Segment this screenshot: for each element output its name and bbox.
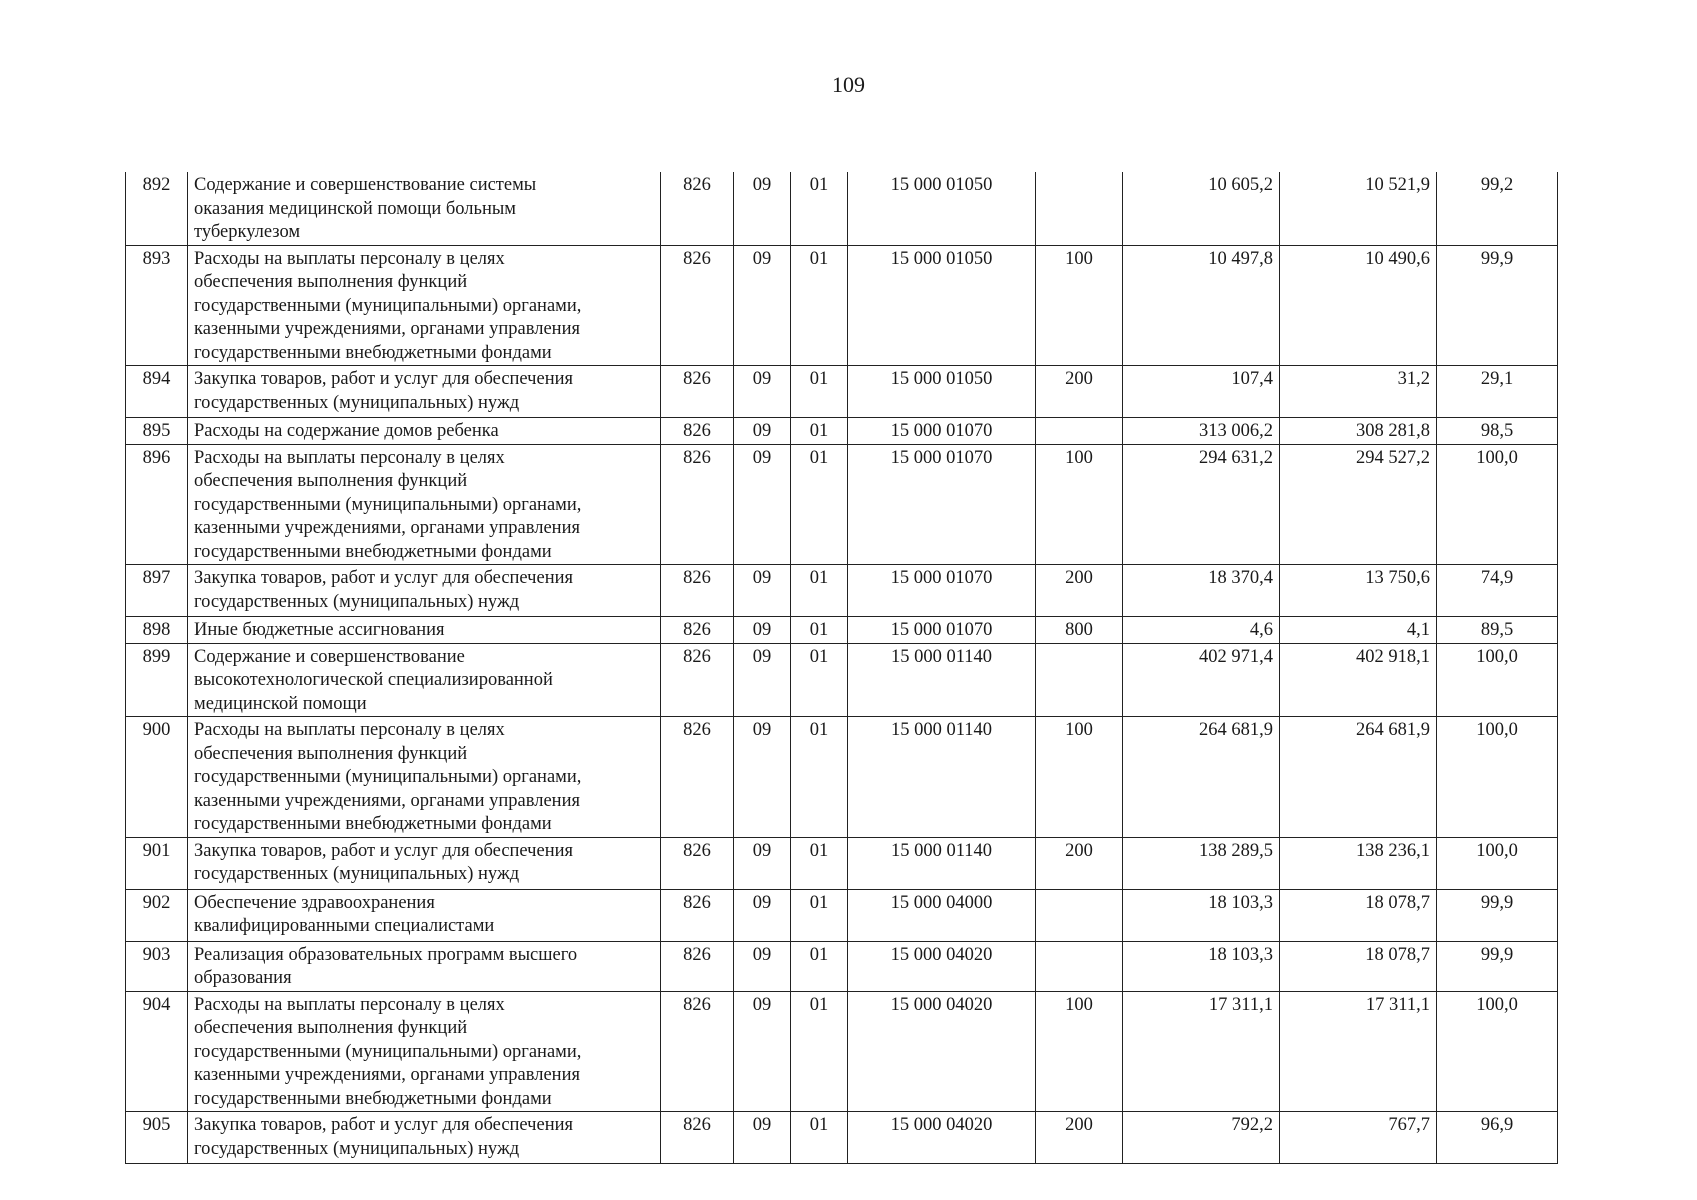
row-number-cell: 896 <box>126 444 188 565</box>
item-name-line: квалифицированными специалистами <box>194 916 495 936</box>
item-name-line: государственными внебюджетными фондами <box>194 342 552 363</box>
actual-amount-cell: 308 281,8 <box>1280 418 1437 445</box>
section-code-cell: 09 <box>734 565 791 617</box>
subsection-code-cell: 01 <box>791 617 848 644</box>
plan-amount-cell: 10 605,2 <box>1123 172 1280 245</box>
subsection-code-cell: 01 <box>791 1112 848 1164</box>
item-name-cell <box>188 643 661 717</box>
item-name-line: государственных (муниципальных) нужд <box>194 1138 520 1159</box>
row-number-cell: 905 <box>126 1112 188 1164</box>
actual-amount-cell: 10 521,9 <box>1280 172 1437 245</box>
item-name-cell <box>188 837 661 889</box>
item-name-line: казенными учреждениями, органами управления <box>194 790 580 811</box>
percent-cell: 100,0 <box>1437 837 1558 889</box>
percent-cell: 29,1 <box>1437 366 1558 418</box>
subsection-code-cell: 01 <box>791 245 848 366</box>
actual-amount-cell: 31,2 <box>1280 366 1437 418</box>
gov-code-cell: 826 <box>661 941 734 991</box>
section-code-cell: 09 <box>734 941 791 991</box>
actual-amount-cell: 4,1 <box>1280 617 1437 644</box>
percent-cell: 96,9 <box>1437 1112 1558 1164</box>
actual-amount-cell: 767,7 <box>1280 1112 1437 1164</box>
percent-cell: 100,0 <box>1437 991 1558 1112</box>
item-name-cell <box>188 245 661 366</box>
row-number-cell: 902 <box>126 889 188 941</box>
plan-amount-cell: 10 497,8 <box>1123 245 1280 366</box>
row-number-cell: 904 <box>126 991 188 1112</box>
actual-amount-cell: 18 078,7 <box>1280 941 1437 991</box>
item-name-line: обеспечения выполнения функций <box>194 471 468 491</box>
plan-amount-cell: 402 971,4 <box>1123 643 1280 717</box>
table-row <box>126 444 1558 565</box>
expense-type-cell: 100 <box>1036 991 1123 1112</box>
plan-amount-cell: 18 370,4 <box>1123 565 1280 617</box>
item-name-line: государственными (муниципальными) органами, <box>194 1041 582 1062</box>
section-code-cell: 09 <box>734 617 791 644</box>
actual-amount-cell: 294 527,2 <box>1280 444 1437 565</box>
section-code-cell: 09 <box>734 991 791 1112</box>
item-name-line: государственных (муниципальных) нужд <box>194 392 520 413</box>
item-name-line: казенными учреждениями, органами управления <box>194 518 580 538</box>
expense-type-cell <box>1036 643 1123 717</box>
item-name-cell <box>188 617 661 644</box>
subsection-code-cell: 01 <box>791 444 848 565</box>
expense-type-cell: 800 <box>1036 617 1123 644</box>
table-row <box>126 172 1558 245</box>
subsection-code-cell: 01 <box>791 172 848 245</box>
target-code-cell: 15 000 04000 <box>848 889 1036 941</box>
table-body <box>126 172 1558 1164</box>
target-code-cell: 15 000 01050 <box>848 245 1036 366</box>
plan-amount-cell: 4,6 <box>1123 617 1280 644</box>
item-name-cell <box>188 366 661 418</box>
gov-code-cell: 826 <box>661 889 734 941</box>
target-code-cell: 15 000 01070 <box>848 418 1036 445</box>
gov-code-cell: 826 <box>661 1112 734 1164</box>
table-row <box>126 418 1558 445</box>
row-number-cell: 893 <box>126 245 188 366</box>
item-name-line: Обеспечение здравоохранения <box>194 892 435 913</box>
row-number-cell: 903 <box>126 941 188 991</box>
subsection-code-cell: 01 <box>791 991 848 1112</box>
gov-code-cell: 826 <box>661 617 734 644</box>
plan-amount-cell: 792,2 <box>1123 1112 1280 1164</box>
target-code-cell: 15 000 04020 <box>848 1112 1036 1164</box>
item-name-line: государственными внебюджетными фондами <box>194 1088 552 1109</box>
plan-amount-cell: 313 006,2 <box>1123 418 1280 445</box>
item-name-cell <box>188 418 661 445</box>
gov-code-cell: 826 <box>661 717 734 838</box>
table-row <box>126 643 1558 717</box>
expense-type-cell: 200 <box>1036 366 1123 418</box>
item-name-cell <box>188 991 661 1112</box>
gov-code-cell: 826 <box>661 444 734 565</box>
plan-amount-cell: 18 103,3 <box>1123 941 1280 991</box>
item-name-line: Закупка товаров, работ и услуг для обеспечения <box>194 840 574 861</box>
row-number-cell: 892 <box>126 172 188 245</box>
subsection-code-cell: 01 <box>791 643 848 717</box>
row-number-cell: 898 <box>126 617 188 644</box>
item-name-line: Расходы на выплаты персоналу в целях <box>194 248 505 269</box>
item-name-line: Закупка товаров, работ и услуг для обеспечения <box>194 568 574 588</box>
item-name-line: Расходы на выплаты персоналу в целях <box>194 447 505 468</box>
subsection-code-cell: 01 <box>791 418 848 445</box>
subsection-code-cell: 01 <box>791 941 848 991</box>
page-number: 109 <box>832 72 865 97</box>
target-code-cell: 15 000 01140 <box>848 837 1036 889</box>
percent-cell: 99,9 <box>1437 245 1558 366</box>
expense-type-cell: 200 <box>1036 565 1123 617</box>
actual-amount-cell: 264 681,9 <box>1280 717 1437 838</box>
item-name-line: обеспечения выполнения функций <box>194 272 468 292</box>
row-number-cell: 895 <box>126 418 188 445</box>
item-name-line: образования <box>194 968 292 988</box>
item-name-line: государственными (муниципальными) органами, <box>194 767 582 787</box>
item-name-line: государственными внебюджетными фондами <box>194 541 552 562</box>
table-row <box>126 717 1558 838</box>
expense-type-cell: 100 <box>1036 717 1123 838</box>
table-row <box>126 366 1558 418</box>
actual-amount-cell: 138 236,1 <box>1280 837 1437 889</box>
section-code-cell: 09 <box>734 643 791 717</box>
row-number-cell: 897 <box>126 565 188 617</box>
gov-code-cell: 826 <box>661 991 734 1112</box>
section-code-cell: 09 <box>734 717 791 838</box>
expense-type-cell: 100 <box>1036 444 1123 565</box>
percent-cell: 100,0 <box>1437 444 1558 565</box>
target-code-cell: 15 000 04020 <box>848 941 1036 991</box>
subsection-code-cell: 01 <box>791 837 848 889</box>
expense-type-cell <box>1036 941 1123 991</box>
gov-code-cell: 826 <box>661 172 734 245</box>
item-name-line: Расходы на содержание домов ребенка <box>194 421 499 441</box>
item-name-line: казенными учреждениями, органами управления <box>194 1065 580 1085</box>
subsection-code-cell: 01 <box>791 717 848 838</box>
percent-cell: 99,2 <box>1437 172 1558 245</box>
plan-amount-cell: 107,4 <box>1123 366 1280 418</box>
item-name-line: высокотехнологической специализированной <box>194 670 553 690</box>
item-name-cell <box>188 941 661 991</box>
actual-amount-cell: 13 750,6 <box>1280 565 1437 617</box>
item-name-line: Расходы на выплаты персоналу в целях <box>194 994 505 1015</box>
percent-cell: 89,5 <box>1437 617 1558 644</box>
item-name-line: государственными (муниципальными) органами, <box>194 494 582 515</box>
row-number-cell: 901 <box>126 837 188 889</box>
plan-amount-cell: 264 681,9 <box>1123 717 1280 838</box>
table-row <box>126 245 1558 366</box>
item-name-cell <box>188 717 661 838</box>
gov-code-cell: 826 <box>661 565 734 617</box>
gov-code-cell: 826 <box>661 643 734 717</box>
subsection-code-cell: 01 <box>791 565 848 617</box>
target-code-cell: 15 000 01070 <box>848 565 1036 617</box>
item-name-line: оказания медицинской помощи больным <box>194 198 516 219</box>
item-name-line: обеспечения выполнения функций <box>194 1018 468 1038</box>
target-code-cell: 15 000 01140 <box>848 643 1036 717</box>
item-name-line: государственными (муниципальными) органами, <box>194 295 582 316</box>
table-row <box>126 991 1558 1112</box>
target-code-cell: 15 000 01070 <box>848 617 1036 644</box>
item-name-line: туберкулезом <box>194 222 301 242</box>
item-name-cell <box>188 889 661 941</box>
item-name-line: Закупка товаров, работ и услуг для обеспечения <box>194 369 574 389</box>
item-name-cell <box>188 565 661 617</box>
row-number-cell: 899 <box>126 643 188 717</box>
percent-cell: 100,0 <box>1437 643 1558 717</box>
percent-cell: 99,9 <box>1437 941 1558 991</box>
expense-type-cell: 200 <box>1036 1112 1123 1164</box>
expense-type-cell <box>1036 172 1123 245</box>
subsection-code-cell: 01 <box>791 889 848 941</box>
target-code-cell: 15 000 01070 <box>848 444 1036 565</box>
item-name-line: Иные бюджетные ассигнования <box>194 620 445 640</box>
item-name-line: Содержание и совершенствование системы <box>194 175 537 195</box>
table-row <box>126 565 1558 617</box>
item-name-cell <box>188 172 661 245</box>
subsection-code-cell: 01 <box>791 366 848 418</box>
actual-amount-cell: 18 078,7 <box>1280 889 1437 941</box>
target-code-cell: 15 000 01140 <box>848 717 1036 838</box>
section-code-cell: 09 <box>734 418 791 445</box>
gov-code-cell: 826 <box>661 418 734 445</box>
item-name-line: государственными внебюджетными фондами <box>194 814 552 834</box>
section-code-cell: 09 <box>734 444 791 565</box>
expense-type-cell <box>1036 418 1123 445</box>
table-row <box>126 1112 1558 1164</box>
gov-code-cell: 826 <box>661 245 734 366</box>
item-name-line: обеспечения выполнения функций <box>194 743 468 764</box>
table-row <box>126 837 1558 889</box>
section-code-cell: 09 <box>734 1112 791 1164</box>
expense-type-cell: 200 <box>1036 837 1123 889</box>
percent-cell: 99,9 <box>1437 889 1558 941</box>
actual-amount-cell: 402 918,1 <box>1280 643 1437 717</box>
expense-type-cell: 100 <box>1036 245 1123 366</box>
item-name-line: Закупка товаров, работ и услуг для обеспечения <box>194 1115 574 1135</box>
row-number-cell: 894 <box>126 366 188 418</box>
section-code-cell: 09 <box>734 889 791 941</box>
item-name-cell <box>188 1112 661 1164</box>
plan-amount-cell: 18 103,3 <box>1123 889 1280 941</box>
plan-amount-cell: 138 289,5 <box>1123 837 1280 889</box>
item-name-line: государственных (муниципальных) нужд <box>194 864 520 884</box>
item-name-line: Содержание и совершенствование <box>194 646 465 667</box>
plan-amount-cell: 17 311,1 <box>1123 991 1280 1112</box>
actual-amount-cell: 10 490,6 <box>1280 245 1437 366</box>
target-code-cell: 15 000 04020 <box>848 991 1036 1112</box>
section-code-cell: 09 <box>734 366 791 418</box>
item-name-line: казенными учреждениями, органами управления <box>194 319 580 339</box>
item-name-line: государственных (муниципальных) нужд <box>194 591 520 612</box>
gov-code-cell: 826 <box>661 366 734 418</box>
table-row <box>126 889 1558 941</box>
percent-cell: 98,5 <box>1437 418 1558 445</box>
budget-table <box>125 172 1558 1164</box>
item-name-line: Расходы на выплаты персоналу в целях <box>194 720 505 740</box>
section-code-cell: 09 <box>734 245 791 366</box>
percent-cell: 100,0 <box>1437 717 1558 838</box>
item-name-line: Реализация образовательных программ высшего <box>194 944 578 965</box>
item-name-line: медицинской помощи <box>194 693 367 714</box>
target-code-cell: 15 000 01050 <box>848 366 1036 418</box>
plan-amount-cell: 294 631,2 <box>1123 444 1280 565</box>
table-row <box>126 617 1558 644</box>
percent-cell: 74,9 <box>1437 565 1558 617</box>
table-row <box>126 941 1558 991</box>
actual-amount-cell: 17 311,1 <box>1280 991 1437 1112</box>
section-code-cell: 09 <box>734 172 791 245</box>
gov-code-cell: 826 <box>661 837 734 889</box>
expense-type-cell <box>1036 889 1123 941</box>
item-name-cell <box>188 444 661 565</box>
section-code-cell: 09 <box>734 837 791 889</box>
row-number-cell: 900 <box>126 717 188 838</box>
target-code-cell: 15 000 01050 <box>848 172 1036 245</box>
